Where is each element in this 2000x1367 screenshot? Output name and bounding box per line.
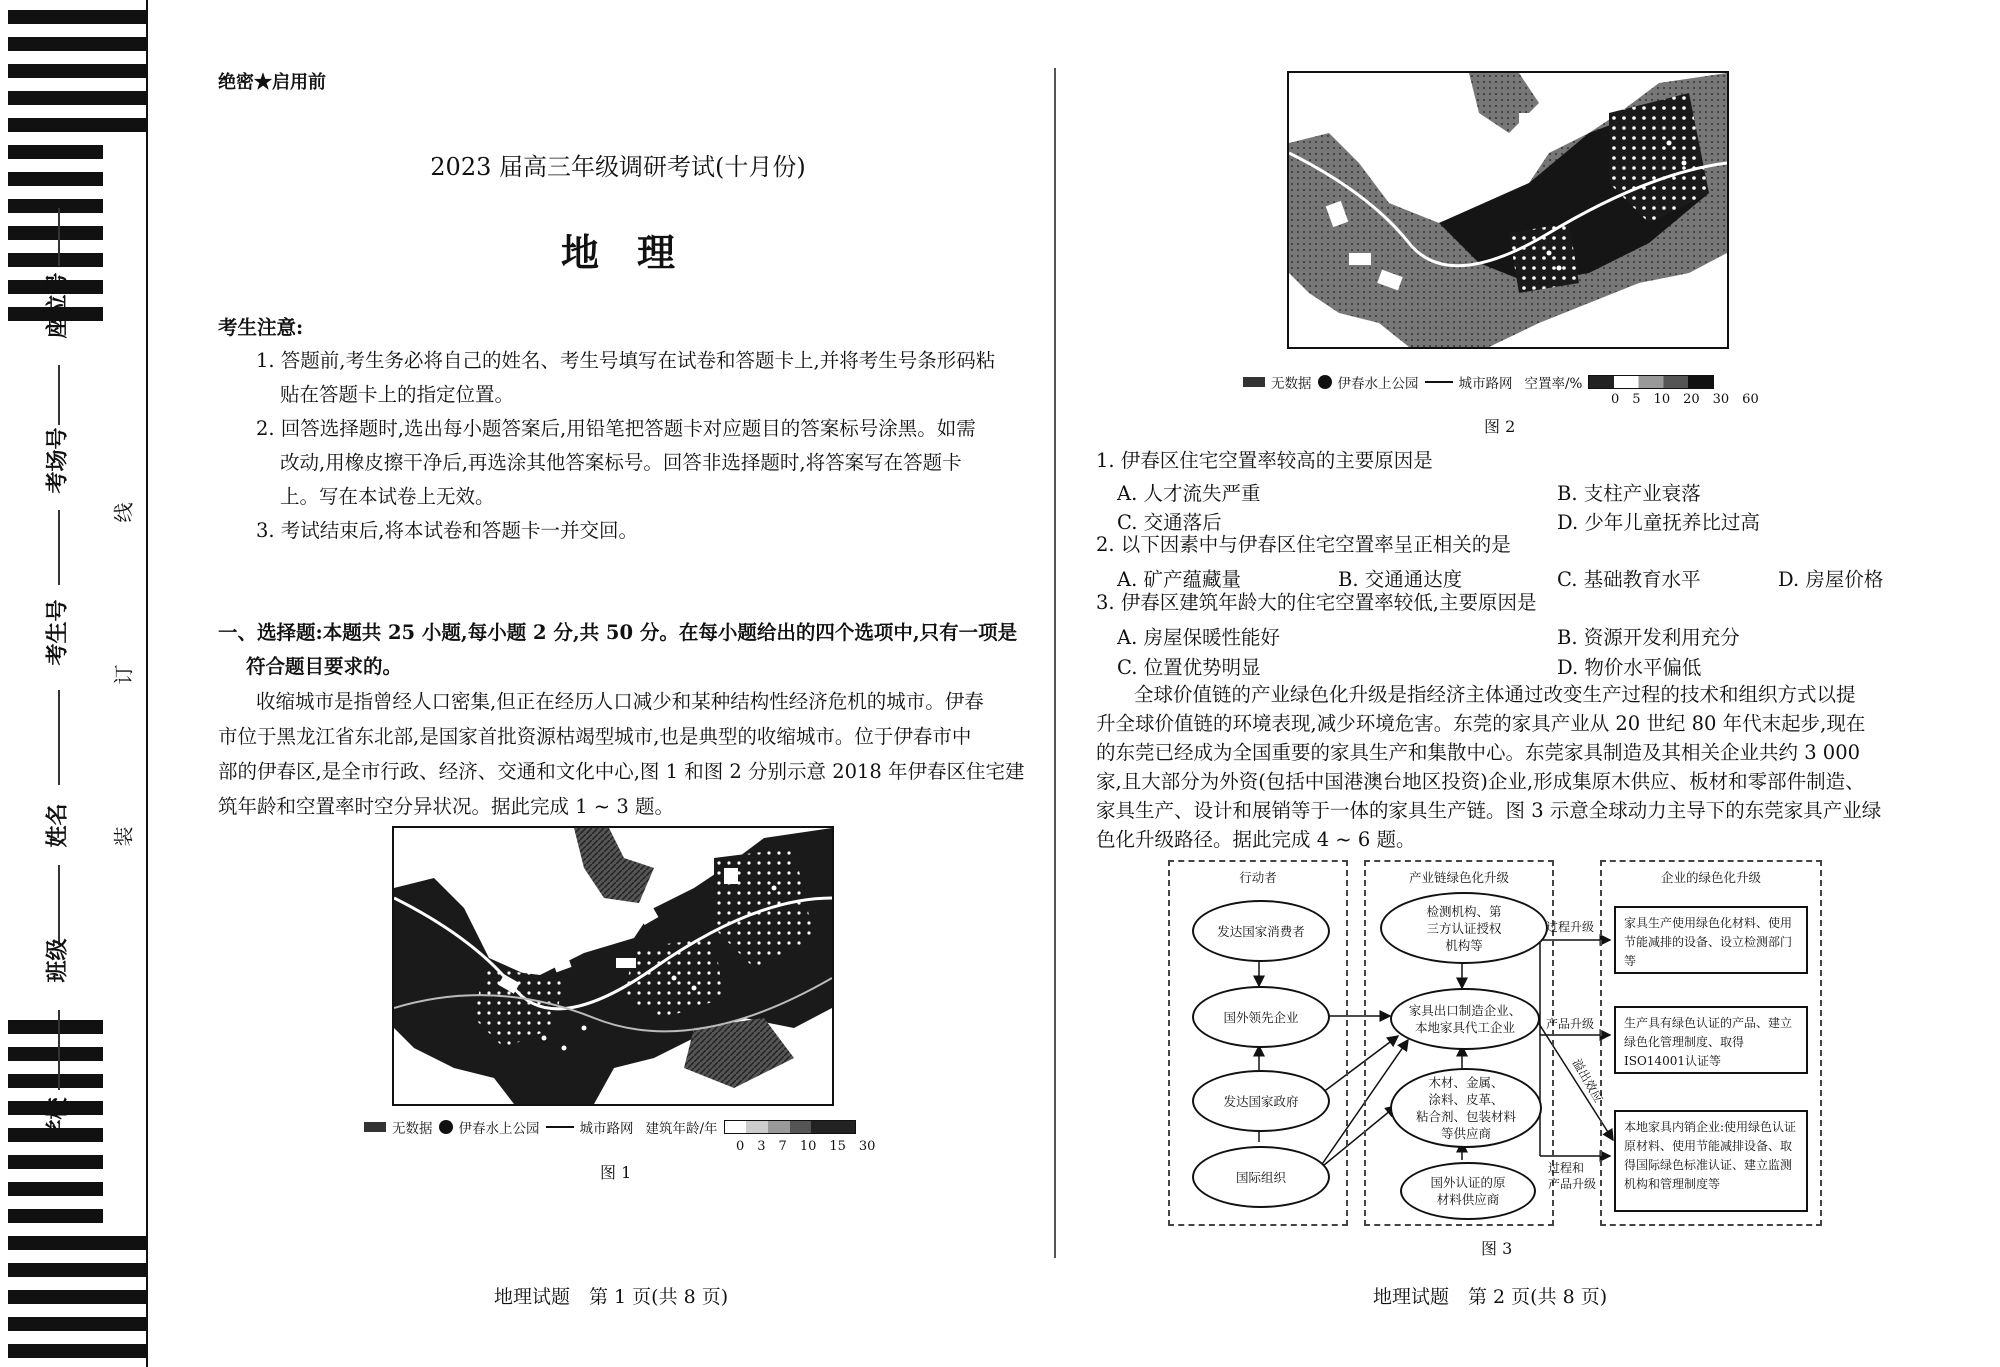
p1-para-line1: 收缩城市是指曾经人口密集,但正在经历人口减少和某种结构性经济危机的城市。伊春 xyxy=(256,690,984,713)
enterprise-process-box: 家具生产使用绿色化材料、使用节能减排的设备、设立检测部门等 xyxy=(1614,906,1808,974)
figure-1-caption: 图 1 xyxy=(600,1163,632,1182)
enterprise-title: 企业的绿色化升级 xyxy=(1660,870,1761,885)
label-process-product-line2: 产品升级 xyxy=(1548,1177,1597,1191)
p2-para-line3: 的东莞已经成为全国重要的家具生产和集散中心。东莞家具制造及其相关企业共约 3 000 xyxy=(1096,741,1861,764)
figure-2-map-graphic xyxy=(1289,73,1727,347)
bind-word-line: 线 xyxy=(111,502,136,523)
label-process-product-line1: 过程和 xyxy=(1548,1161,1585,1175)
legend-park: 伊春水上公园 xyxy=(458,1121,540,1137)
subject-title: 地 理 xyxy=(560,230,675,275)
notice-3: 3. 考试结束后,将本试卷和答题卡一并交回。 xyxy=(256,519,639,542)
actor-foreign-firms xyxy=(1192,986,1330,1048)
legend2-no-data: 无数据 xyxy=(1271,376,1312,392)
q2-option-d: D. 房屋价格 xyxy=(1778,568,1884,591)
chain-manufacturers xyxy=(1390,988,1540,1050)
actor-international-orgs xyxy=(1192,1146,1330,1208)
p2-para-line6: 色化升级路径。据此完成 4 ~ 6 题。 xyxy=(1096,828,1416,851)
figure-3-diagram xyxy=(1168,860,1823,1228)
q3-option-d: D. 物价水平偏低 xyxy=(1557,656,1702,679)
page-1-footer: 地理试题 第 1 页(共 8 页) xyxy=(494,1286,729,1308)
bind-word-bind: 装 xyxy=(111,826,136,847)
figure-2-map xyxy=(1287,71,1729,349)
section-heading-cont: 符合题目要求的。 xyxy=(246,655,403,678)
no-data-swatch xyxy=(364,1122,386,1132)
notice-1b: 贴在答题卡上的指定位置。 xyxy=(280,383,515,406)
actor-consumers xyxy=(1192,900,1330,962)
label-process-product xyxy=(1548,1160,1596,1192)
notice-2b: 改动,用橡皮擦干净后,再选涂其他答案标号。回答非选择题时,将答案写在答题卡 xyxy=(280,451,962,474)
actor-governments xyxy=(1192,1070,1330,1132)
exam-room-label: 考场号 xyxy=(44,427,71,494)
road-line-icon xyxy=(546,1126,574,1128)
actor-consumers-text: 发达国家消费者 xyxy=(1217,923,1305,939)
q2-option-b: B. 交通通达度 xyxy=(1338,568,1463,591)
label-process-upgrade: 过程升级 xyxy=(1546,920,1595,934)
notice-1a: 1. 答题前,考生务必将自己的姓名、考生号填写在试卷和答题卡上,并将考生号条形码粘 xyxy=(256,349,996,372)
p1-para-line3: 部的伊春区,是全市行政、经济、交通和文化中心,图 1 和图 2 分别示意 2018 年伊春区住宅建 xyxy=(218,760,1025,783)
seat-number-label: 座位号 xyxy=(44,272,71,339)
vacancy-scale-bar xyxy=(1588,375,1714,389)
label-product-upgrade: 产品升级 xyxy=(1546,1017,1595,1031)
actors-title: 行动者 xyxy=(1239,870,1277,885)
bind-word-staple: 订 xyxy=(111,664,136,685)
student-number-label: 考生号 xyxy=(44,599,71,666)
chain-certification-line2: 三方认证授权 xyxy=(1426,920,1502,936)
legend-road: 城市路网 xyxy=(579,1121,634,1137)
notice-2a: 2. 回答选择题时,选出每小题答案后,用铅笔把答题卡对应题目的答案标号涂黑。如需 xyxy=(256,417,976,440)
chain-manufacturers-line1: 家具出口制造企业、 xyxy=(1408,1003,1522,1018)
page-2-footer: 地理试题 第 2 页(共 8 页) xyxy=(1373,1286,1608,1308)
notice-2c: 上。写在本试卷上无效。 xyxy=(280,485,495,508)
no-data-swatch-2 xyxy=(1243,377,1265,387)
q3-option-c: C. 位置优势明显 xyxy=(1117,656,1261,679)
legend-age-label: 建筑年龄/年 xyxy=(645,1121,718,1137)
p2-para-line5: 家具生产、设计和展销等于一体的家具生产链。图 3 示意全球动力主导下的东莞家具产业绿 xyxy=(1096,799,1882,822)
enterprise-product-box: 生产具有绿色认证的产品、建立绿色化管理制度、取得ISO14001认证等 xyxy=(1614,1006,1808,1074)
class-label: 班级 xyxy=(44,938,71,983)
legend2-park: 伊春水上公园 xyxy=(1337,376,1419,392)
q1-option-c: C. 交通落后 xyxy=(1117,511,1222,534)
road-line-icon-2 xyxy=(1425,381,1453,383)
figure-1-legend xyxy=(364,1117,856,1137)
actor-governments-text: 发达国家政府 xyxy=(1223,1093,1299,1109)
chain-certification xyxy=(1380,892,1548,964)
chain-suppliers-line3: 粘合剂、包装材料 xyxy=(1415,1109,1516,1124)
school-label: 学校 xyxy=(44,1097,71,1142)
p1-para-line4: 筑年龄和空置率时空分异状况。据此完成 1 ~ 3 题。 xyxy=(218,795,674,818)
q3-option-a: A. 房屋保暖性能好 xyxy=(1117,626,1280,649)
chain-certification-line1: 检测机构、第 xyxy=(1426,903,1502,919)
question-1: 1. 伊春区住宅空置率较高的主要原因是 xyxy=(1096,449,1433,472)
confidential-mark: 绝密★启用前 xyxy=(218,72,326,93)
p2-para-line4: 家,且大部分为外资(包括中国港澳台地区投资)企业,形成集原木供应、板材和零部件制造、 xyxy=(1096,770,1865,793)
figure-3-caption: 图 3 xyxy=(1481,1239,1513,1258)
label-spillover: 溢出效应 xyxy=(1569,1056,1606,1106)
chain-suppliers-line2: 涂料、皮革、 xyxy=(1428,1092,1504,1107)
section-heading: 一、选择题:本题共 25 小题,每小题 2 分,共 50 分。在每小题给出的四个选项中,只有一项是 xyxy=(218,621,1018,644)
age-scale-bar xyxy=(724,1120,856,1134)
q1-option-b: B. 支柱产业衰落 xyxy=(1557,482,1701,505)
actor-international-orgs-text: 国际组织 xyxy=(1235,1169,1286,1185)
question-2: 2. 以下因素中与伊春区住宅空置率呈正相关的是 xyxy=(1096,533,1511,556)
legend2-road: 城市路网 xyxy=(1458,376,1513,392)
age-scale-ticks: 0 3 7 10 15 30 xyxy=(736,1139,876,1154)
q1-option-a: A. 人才流失严重 xyxy=(1117,482,1261,505)
chain-certification-line3: 机构等 xyxy=(1445,937,1483,953)
legend-no-data: 无数据 xyxy=(392,1121,433,1137)
figure-2-caption: 图 2 xyxy=(1484,417,1516,436)
figure-1-map xyxy=(392,826,834,1106)
notice-title: 考生注意: xyxy=(218,316,304,339)
chain-certified-material-line1: 国外认证的原 xyxy=(1430,1175,1506,1190)
name-label: 姓名 xyxy=(44,803,71,848)
chain-certified-material-line2: 材料供应商 xyxy=(1436,1192,1500,1207)
binding-strip xyxy=(0,0,150,1367)
question-3: 3. 伊春区建筑年龄大的住宅空置率较低,主要原因是 xyxy=(1096,591,1537,614)
p2-para-line2: 升全球价值链的环境表现,减少环境危害。东莞的家具产业从 20 世纪 80 年代末起步,现在 xyxy=(1096,712,1866,735)
p1-para-line2: 市位于黑龙江省东北部,是国家首批资源枯竭型城市,也是典型的收缩城市。位于伊春市中 xyxy=(218,725,972,748)
q2-option-a: A. 矿产蕴藏量 xyxy=(1117,568,1241,591)
legend2-vacancy-label: 空置率/% xyxy=(1524,376,1583,392)
park-icon-2 xyxy=(1318,375,1332,389)
enterprise-domestic-box: 本地家具内销企业:使用绿色认证原材料、使用节能减排设备、取得国际绿色标准认证、建立监测机构和管理制度等 xyxy=(1614,1110,1808,1212)
actor-foreign-firms-text: 国外领先企业 xyxy=(1223,1009,1299,1025)
q1-option-d: D. 少年儿童抚养比过高 xyxy=(1557,511,1760,534)
chain-suppliers-line4: 等供应商 xyxy=(1440,1126,1491,1141)
chain-manufacturers-line2: 本地家具代工企业 xyxy=(1414,1020,1515,1035)
q2-option-c: C. 基础教育水平 xyxy=(1557,568,1701,591)
chain-suppliers xyxy=(1390,1068,1542,1148)
chain-suppliers-line1: 木材、金属、 xyxy=(1428,1075,1504,1090)
q3-option-b: B. 资源开发利用充分 xyxy=(1557,626,1740,649)
figure-1-map-graphic xyxy=(394,828,832,1104)
vacancy-scale-ticks: 0 5 10 20 30 60 xyxy=(1611,392,1759,407)
page-divider xyxy=(1054,68,1056,1258)
park-icon xyxy=(439,1120,453,1134)
exam-title: 2023 届高三年级调研考试(十月份) xyxy=(430,153,806,181)
chain-certified-material xyxy=(1400,1162,1536,1220)
chain-title: 产业链绿色化升级 xyxy=(1408,870,1509,885)
p2-para-line1: 全球价值链的产业绿色化升级是指经济主体通过改变生产过程的技术和组织方式以提 xyxy=(1134,683,1856,706)
